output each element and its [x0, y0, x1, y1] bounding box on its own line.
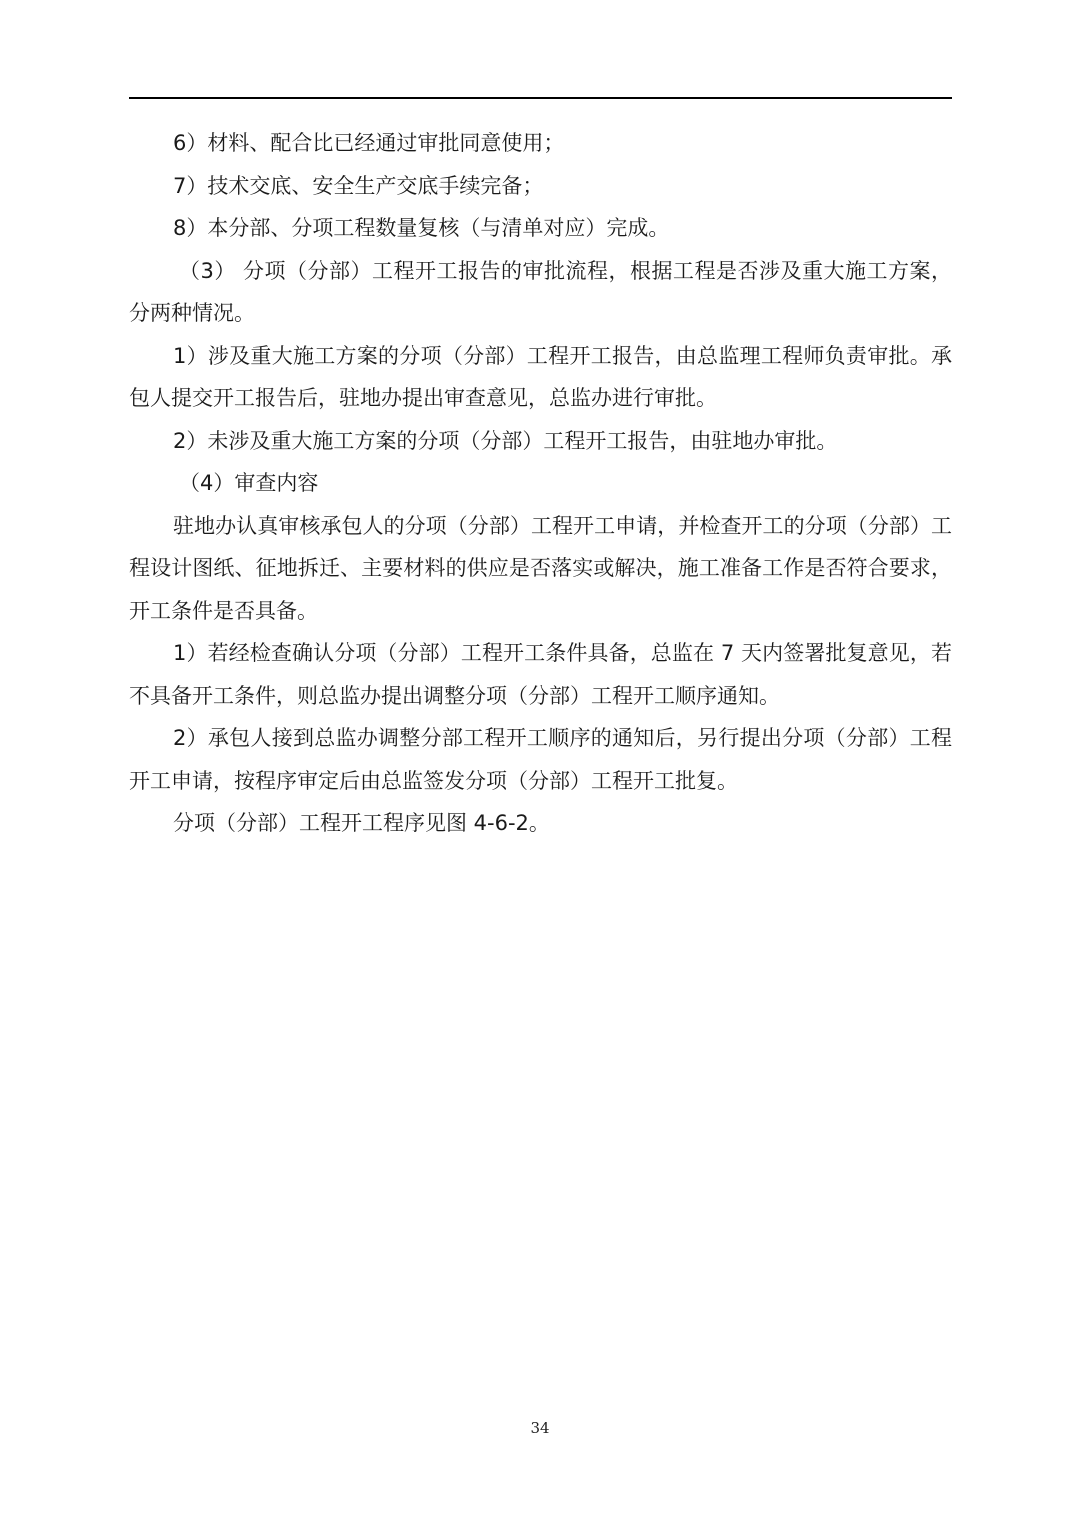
paragraph-section-3: （3） 分项（分部）工程开工报告的审批流程，根据工程是否涉及重大施工方案，分两种情况。	[129, 258, 952, 325]
paragraph-review-content: 驻地办认真审核承包人的分项（分部）工程开工申请，并检查开工的分项（分部）工程设计图纸、征地拆迁、主要材料的供应是否落实或解决，施工准备工作是否符合要求，开工条件是否具备。	[129, 513, 952, 623]
paragraph-item-7: 7）技术交底、安全生产交底手续完备；	[173, 173, 544, 198]
page-number: 34	[530, 1419, 550, 1437]
paragraph-item-6: 6）材料、配合比已经通过审批同意使用；	[173, 131, 565, 155]
paragraph-major-plan: 1）涉及重大施工方案的分项（分部）工程开工报告，由总监理工程师负责审批。承包人提交开工报告后，驻地办提出审查意见，总监办进行审批。	[129, 343, 952, 410]
paragraph-item-8: 8）本分部、分项工程数量复核（与清单对应）完成。	[173, 216, 670, 240]
section-heading-review-content: （4）审查内容	[179, 471, 319, 495]
paragraph-resubmission: 2）承包人接到总监办调整分部工程开工顺序的通知后，另行提出分项（分部）工程开工申请，按程序审定后由总监签发分项（分部）工程开工批复。	[129, 726, 952, 793]
document-body	[129, 122, 952, 845]
header-rule	[129, 97, 952, 99]
paragraph-non-major-plan: 2）未涉及重大施工方案的分项（分部）工程开工报告，由驻地办审批。	[173, 428, 838, 453]
paragraph-figure-reference: 分项（分部）工程开工程序见图 4-6-2。	[173, 811, 550, 835]
paragraph-conditions-met: 1）若经检查确认分项（分部）工程开工条件具备，总监在 7 天内签署批复意见，若不具备开工条件，则总监办提出调整分项（分部）工程开工顺序通知。	[129, 641, 952, 708]
